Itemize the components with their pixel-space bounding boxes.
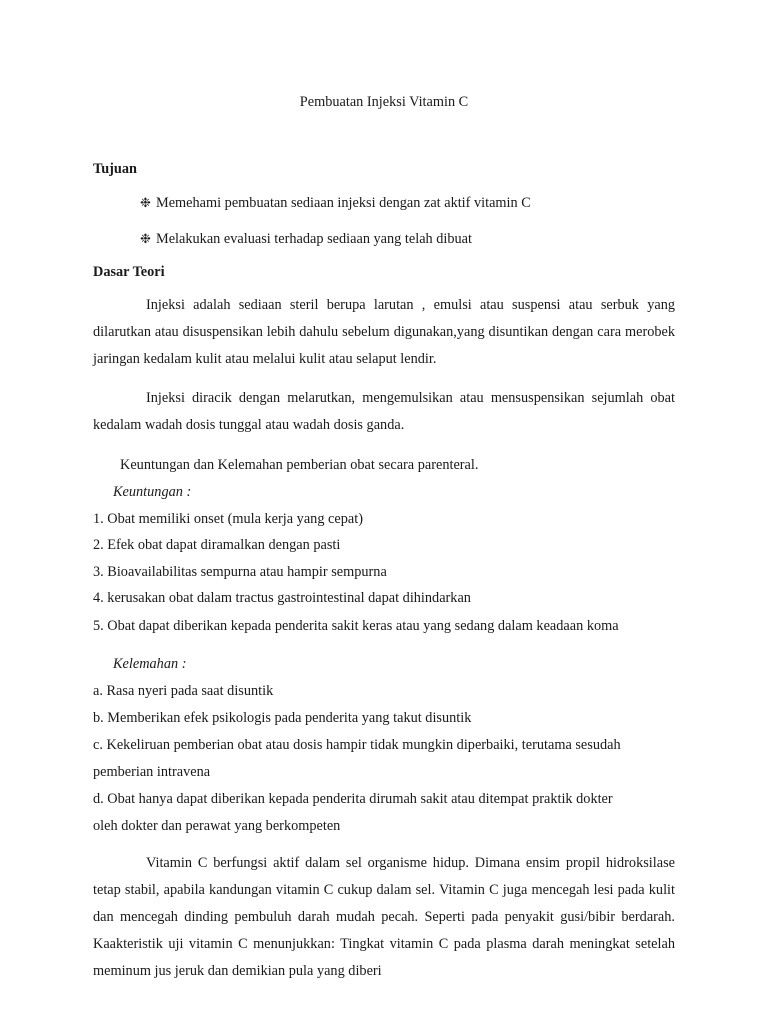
kelemahan-item: pemberian intravena bbox=[93, 764, 211, 780]
bullet-icon: ❉ bbox=[140, 195, 151, 210]
kelemahan-item: a. Rasa nyeri pada saat disuntik bbox=[93, 683, 274, 699]
keuntungan-label: Keuntungan : bbox=[113, 484, 192, 500]
dasar-teori-paragraph: Injeksi diracik dengan melarutkan, mengemulsikan atau mensuspensikan sejumlah obat kedalam wadah dosis tunggal atau wadah dosis ganda. bbox=[93, 390, 675, 433]
keuntungan-item: 4. kerusakan obat dalam tractus gastrointestinal dapat dihindarkan bbox=[93, 590, 471, 606]
tujuan-item-text: Memehami pembuatan sediaan injeksi dengan zat aktif vitamin C bbox=[156, 195, 531, 211]
tujuan-item bbox=[140, 194, 531, 212]
kelemahan-item: c. Kekeliruan pemberian obat atau dosis hampir tidak mungkin diperbaiki, terutama sesudah bbox=[93, 737, 621, 753]
keuntungan-item: 3. Bioavailabilitas sempurna atau hampir sempurna bbox=[93, 564, 387, 580]
tujuan-item bbox=[140, 230, 472, 248]
dasar-teori-heading: Dasar Teori bbox=[93, 264, 165, 280]
vitamin-c-paragraph: Vitamin C berfungsi aktif dalam sel organisme hidup. Dimana ensim propil hidroksilase tetap stabil, apabila kandungan vitamin C cukup dalam sel. Vitamin C juga mencegah lesi pada kulit dan mencegah dinding pembuluh darah mudah pecah. Seperti pada penyakit gusi/bibir berdarah. Kaakteristik uji vitamin C menunjukkan: Tingkat vitamin C pada plasma darah meningkat setelah meminum jus jeruk dan demikian pula yang diberi bbox=[93, 855, 675, 979]
bullet-icon: ❉ bbox=[140, 231, 151, 246]
keuntungan-item: 1. Obat memiliki onset (mula kerja yang cepat) bbox=[93, 511, 363, 527]
page-title: Pembuatan Injeksi Vitamin C bbox=[299, 94, 469, 110]
keuntungan-item: 2. Efek obat dapat diramalkan dengan pasti bbox=[93, 537, 341, 553]
kelemahan-item: d. Obat hanya dapat diberikan kepada penderita dirumah sakit atau ditempat praktik dokter bbox=[93, 791, 613, 807]
tujuan-item-text: Melakukan evaluasi terhadap sediaan yang telah dibuat bbox=[156, 231, 472, 247]
kelemahan-item: b. Memberikan efek psikologis pada penderita yang takut disuntik bbox=[93, 710, 472, 726]
kelemahan-label: Kelemahan : bbox=[113, 656, 187, 672]
dasar-teori-paragraph: Injeksi adalah sediaan steril berupa larutan , emulsi atau suspensi atau serbuk yang dilarutkan atau disuspensikan lebih dahulu sebelum digunakan,yang disuntikan dengan cara merobek jaringan kedalam kulit atau melalui kulit atau selaput lendir. bbox=[93, 297, 675, 367]
parenteral-intro: Keuntungan dan Kelemahan pemberian obat secara parenteral. bbox=[120, 457, 479, 473]
keuntungan-item: 5. Obat dapat diberikan kepada penderita sakit keras atau yang sedang dalam keadaan koma bbox=[93, 618, 619, 634]
tujuan-heading: Tujuan bbox=[93, 161, 137, 177]
kelemahan-item: oleh dokter dan perawat yang berkompeten bbox=[93, 818, 341, 834]
